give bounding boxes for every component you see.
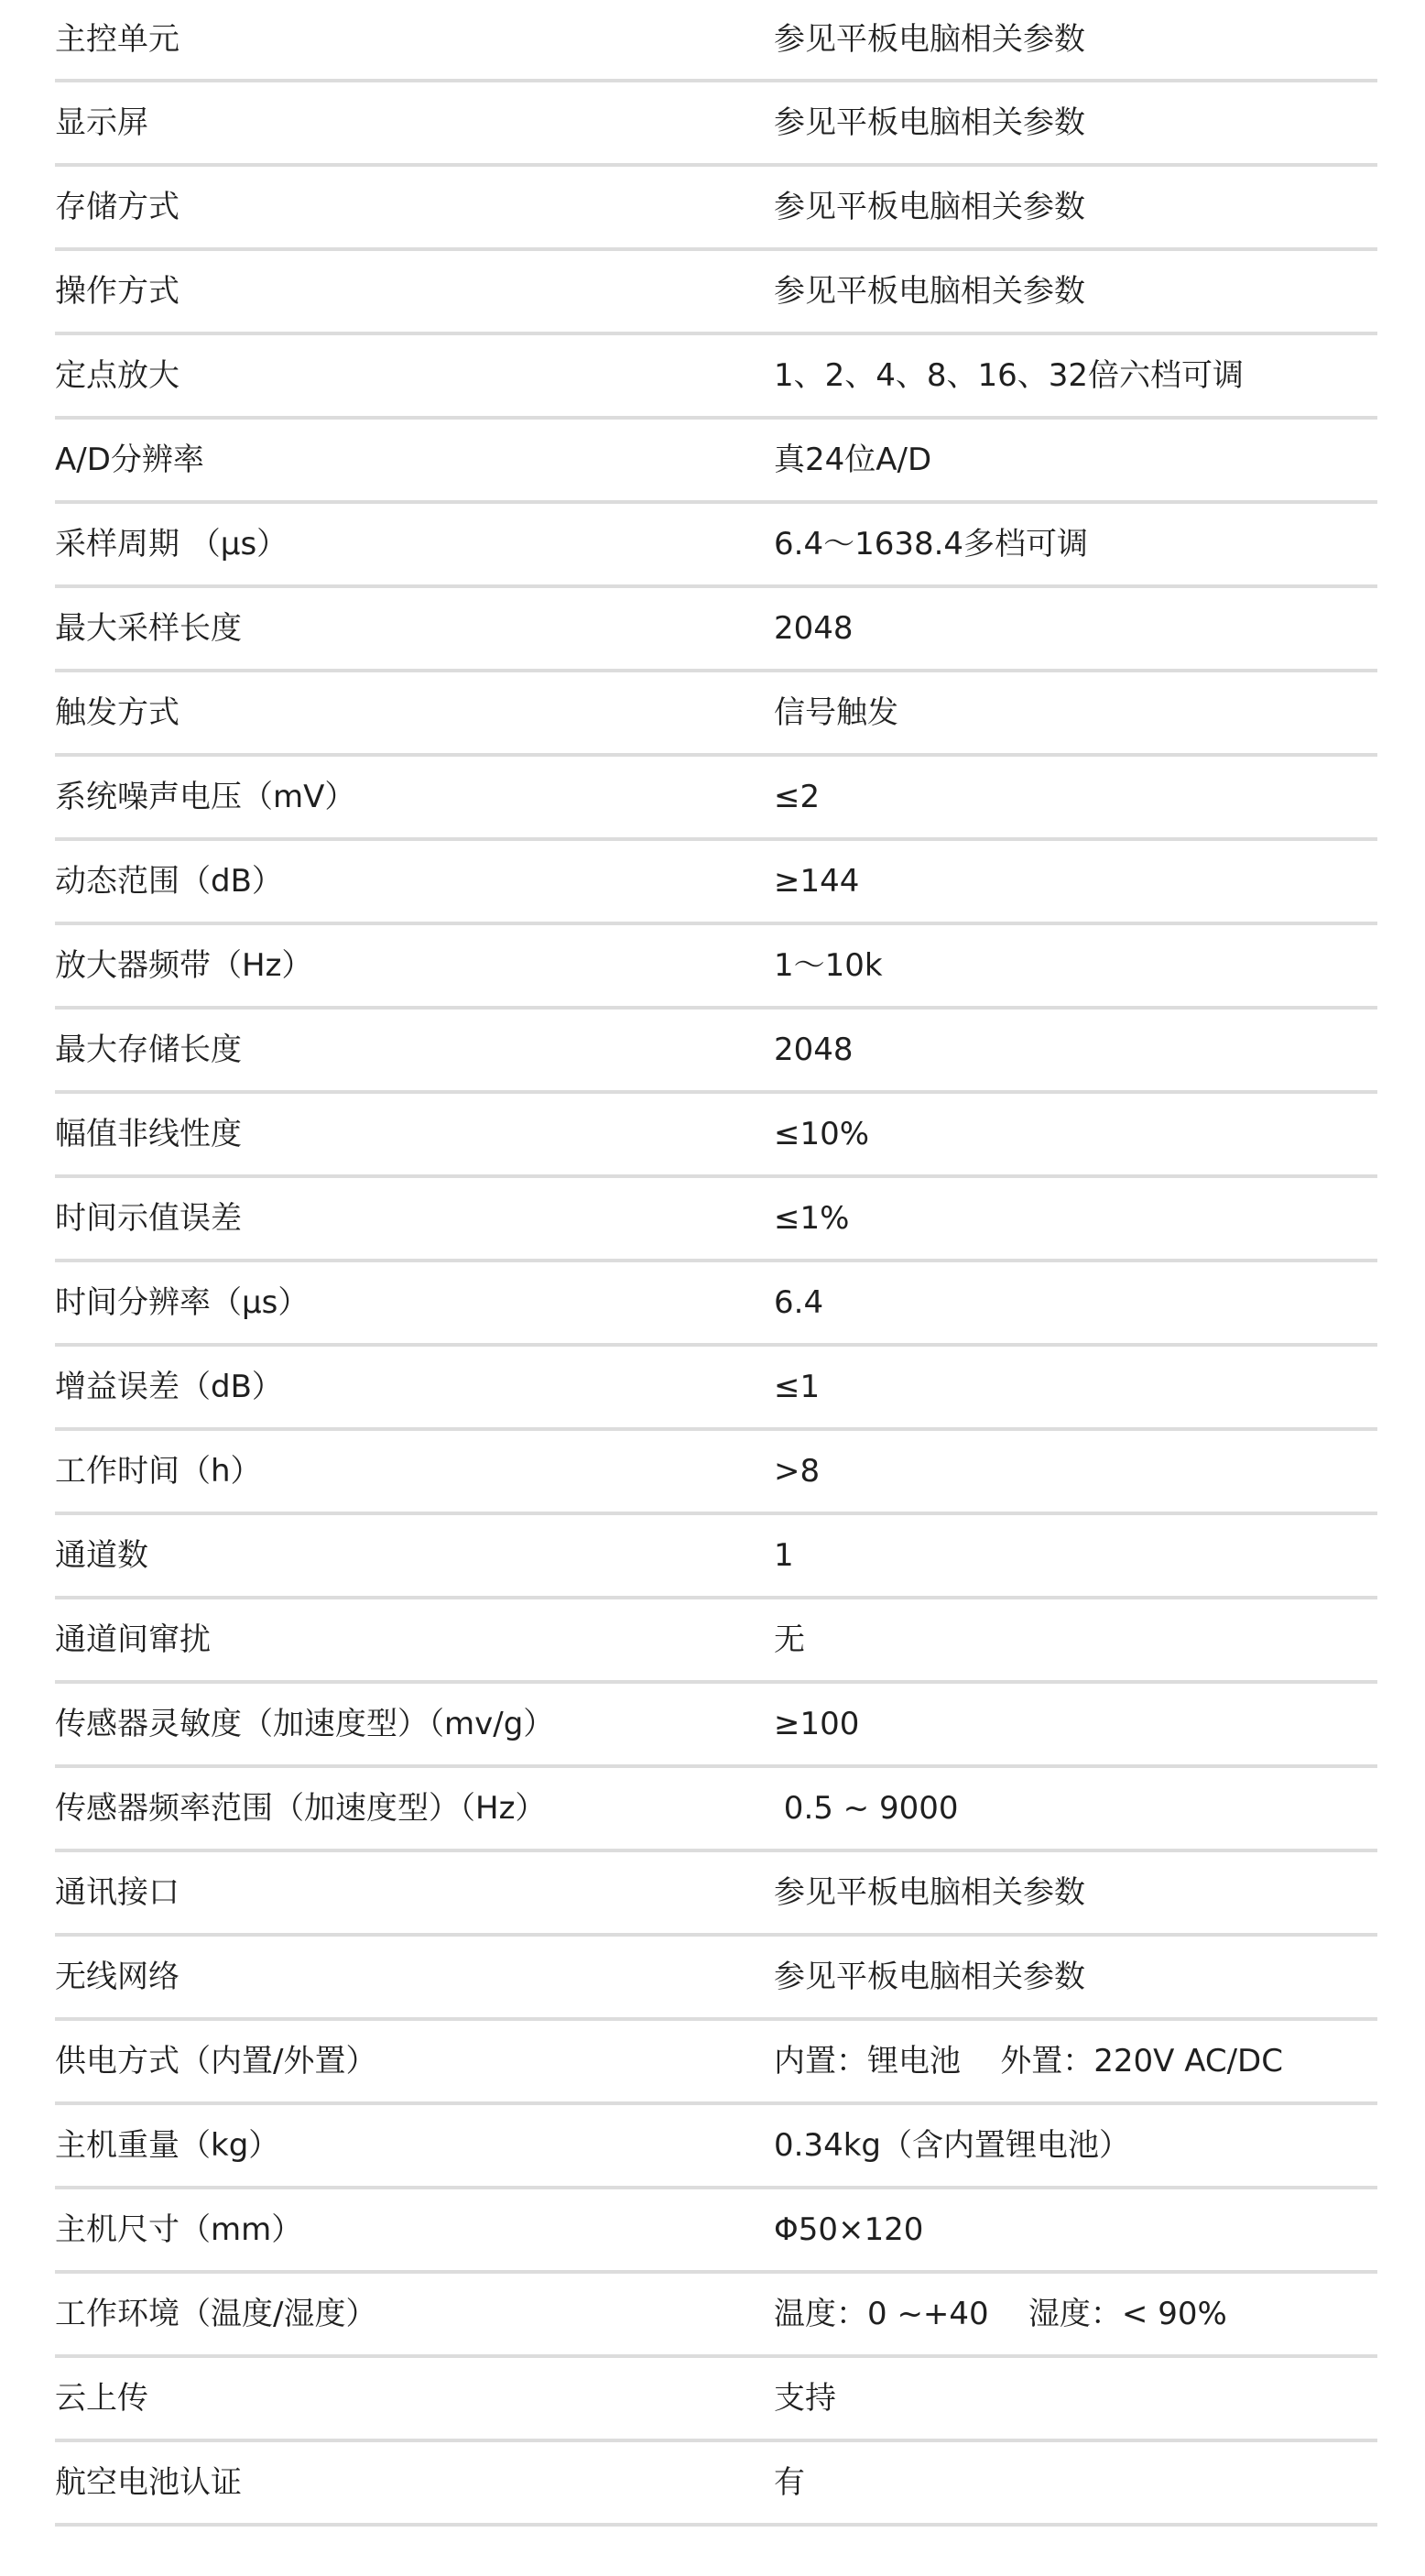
spec-row: [55, 251, 1377, 335]
spec-value: 内置：锂电池 外置：220V AC/DC: [774, 2043, 1283, 2079]
spec-row: [55, 1599, 1377, 1684]
spec-label: 增益误差（dB）: [55, 1369, 283, 1405]
spec-value: 1、2、4、8、16、32倍六档可调: [774, 357, 1245, 394]
spec-row: [55, 2274, 1377, 2358]
spec-value: 参见平板电脑相关参数: [774, 21, 1085, 58]
spec-value: 真24位A/D: [774, 442, 932, 478]
spec-label: 系统噪声电压（mV）: [55, 779, 356, 815]
spec-value: 参见平板电脑相关参数: [774, 1959, 1085, 1995]
spec-row: [55, 82, 1377, 167]
spec-row: [55, 504, 1377, 588]
spec-label: 工作时间（h）: [55, 1453, 262, 1490]
spec-row: [55, 1178, 1377, 1262]
spec-label: 最大采样长度: [55, 610, 242, 647]
spec-row: [55, 841, 1377, 925]
spec-label: 动态范围（dB）: [55, 863, 283, 900]
spec-label: 采样周期 （μs）: [55, 526, 288, 562]
spec-value: 信号触发: [774, 694, 898, 731]
spec-value: 6.4: [774, 1284, 824, 1321]
spec-row: [55, 420, 1377, 504]
spec-value: 2048: [774, 610, 854, 647]
spec-row: [55, 2442, 1377, 2527]
spec-label: 定点放大: [55, 357, 179, 394]
spec-label: 主机尺寸（mm）: [55, 2211, 303, 2248]
spec-label: 工作环境（温度/湿度）: [55, 2296, 377, 2332]
spec-value: ≤1: [774, 1369, 821, 1405]
spec-row: [55, 2105, 1377, 2189]
spec-row: [55, 1262, 1377, 1347]
spec-label: 幅值非线性度: [55, 1116, 242, 1152]
spec-row: [55, 1684, 1377, 1768]
spec-label: 显示屏: [55, 104, 148, 141]
spec-label: 通讯接口: [55, 1874, 179, 1911]
spec-row: [55, 2021, 1377, 2105]
spec-label: 触发方式: [55, 694, 179, 731]
spec-label: 供电方式（内置/外置）: [55, 2043, 377, 2079]
spec-value: 无: [774, 1621, 805, 1658]
spec-row: [55, 1431, 1377, 1515]
spec-value: 1: [774, 1537, 794, 1574]
spec-row: [55, 1010, 1377, 1094]
spec-label: 操作方式: [55, 273, 179, 310]
spec-label: 传感器灵敏度（加速度型）（mv/g）: [55, 1706, 555, 1742]
spec-label: 放大器频带（Hz）: [55, 947, 313, 984]
spec-row: [55, 588, 1377, 672]
spec-label: A/D分辨率: [55, 442, 204, 478]
spec-value: 支持: [774, 2380, 836, 2417]
spec-label: 传感器频率范围（加速度型）（Hz）: [55, 1790, 547, 1827]
spec-table: [55, 0, 1377, 2527]
spec-value: >8: [774, 1453, 821, 1490]
spec-label: 时间分辨率（μs）: [55, 1284, 310, 1321]
spec-value: 参见平板电脑相关参数: [774, 1874, 1085, 1911]
spec-value: 0.34kg（含内置锂电池）: [774, 2127, 1130, 2164]
spec-row: [55, 335, 1377, 420]
spec-value: 温度：0 ~+40 湿度：< 90%: [774, 2296, 1227, 2332]
spec-label: 主控单元: [55, 21, 179, 58]
spec-value: ≤2: [774, 779, 821, 815]
spec-label: 最大存储长度: [55, 1031, 242, 1068]
spec-label: 云上传: [55, 2380, 148, 2417]
spec-value: ≤1%: [774, 1200, 850, 1237]
spec-row: [55, 167, 1377, 251]
spec-row: [55, 672, 1377, 757]
spec-value: 2048: [774, 1031, 854, 1068]
spec-label: 主机重量（kg）: [55, 2127, 280, 2164]
spec-value: Φ50×120: [774, 2211, 924, 2248]
spec-row: [55, 1347, 1377, 1431]
spec-value: 0.5 ~ 9000: [774, 1790, 959, 1827]
spec-row: [55, 1515, 1377, 1599]
spec-row: [55, 1852, 1377, 1937]
spec-value: 参见平板电脑相关参数: [774, 273, 1085, 310]
spec-label: 通道数: [55, 1537, 148, 1574]
spec-value: 1～10k: [774, 947, 883, 984]
spec-value: ≥144: [774, 863, 860, 900]
spec-row: [55, 2358, 1377, 2442]
spec-row: [55, 1094, 1377, 1178]
spec-value: ≥100: [774, 1706, 860, 1742]
spec-value: 6.4～1638.4多档可调: [774, 526, 1089, 562]
spec-label: 存储方式: [55, 189, 179, 225]
spec-row: [55, 925, 1377, 1010]
spec-row: [55, 2189, 1377, 2274]
spec-label: 通道间窜扰: [55, 1621, 211, 1658]
spec-row: [55, 1768, 1377, 1852]
spec-value: 参见平板电脑相关参数: [774, 104, 1085, 141]
spec-value: 参见平板电脑相关参数: [774, 189, 1085, 225]
spec-label: 航空电池认证: [55, 2464, 242, 2501]
spec-row: [55, 0, 1377, 82]
spec-row: [55, 757, 1377, 841]
spec-value: 有: [774, 2464, 805, 2501]
spec-row: [55, 1937, 1377, 2021]
spec-value: ≤10%: [774, 1116, 870, 1152]
spec-label: 时间示值误差: [55, 1200, 242, 1237]
spec-label: 无线网络: [55, 1959, 179, 1995]
